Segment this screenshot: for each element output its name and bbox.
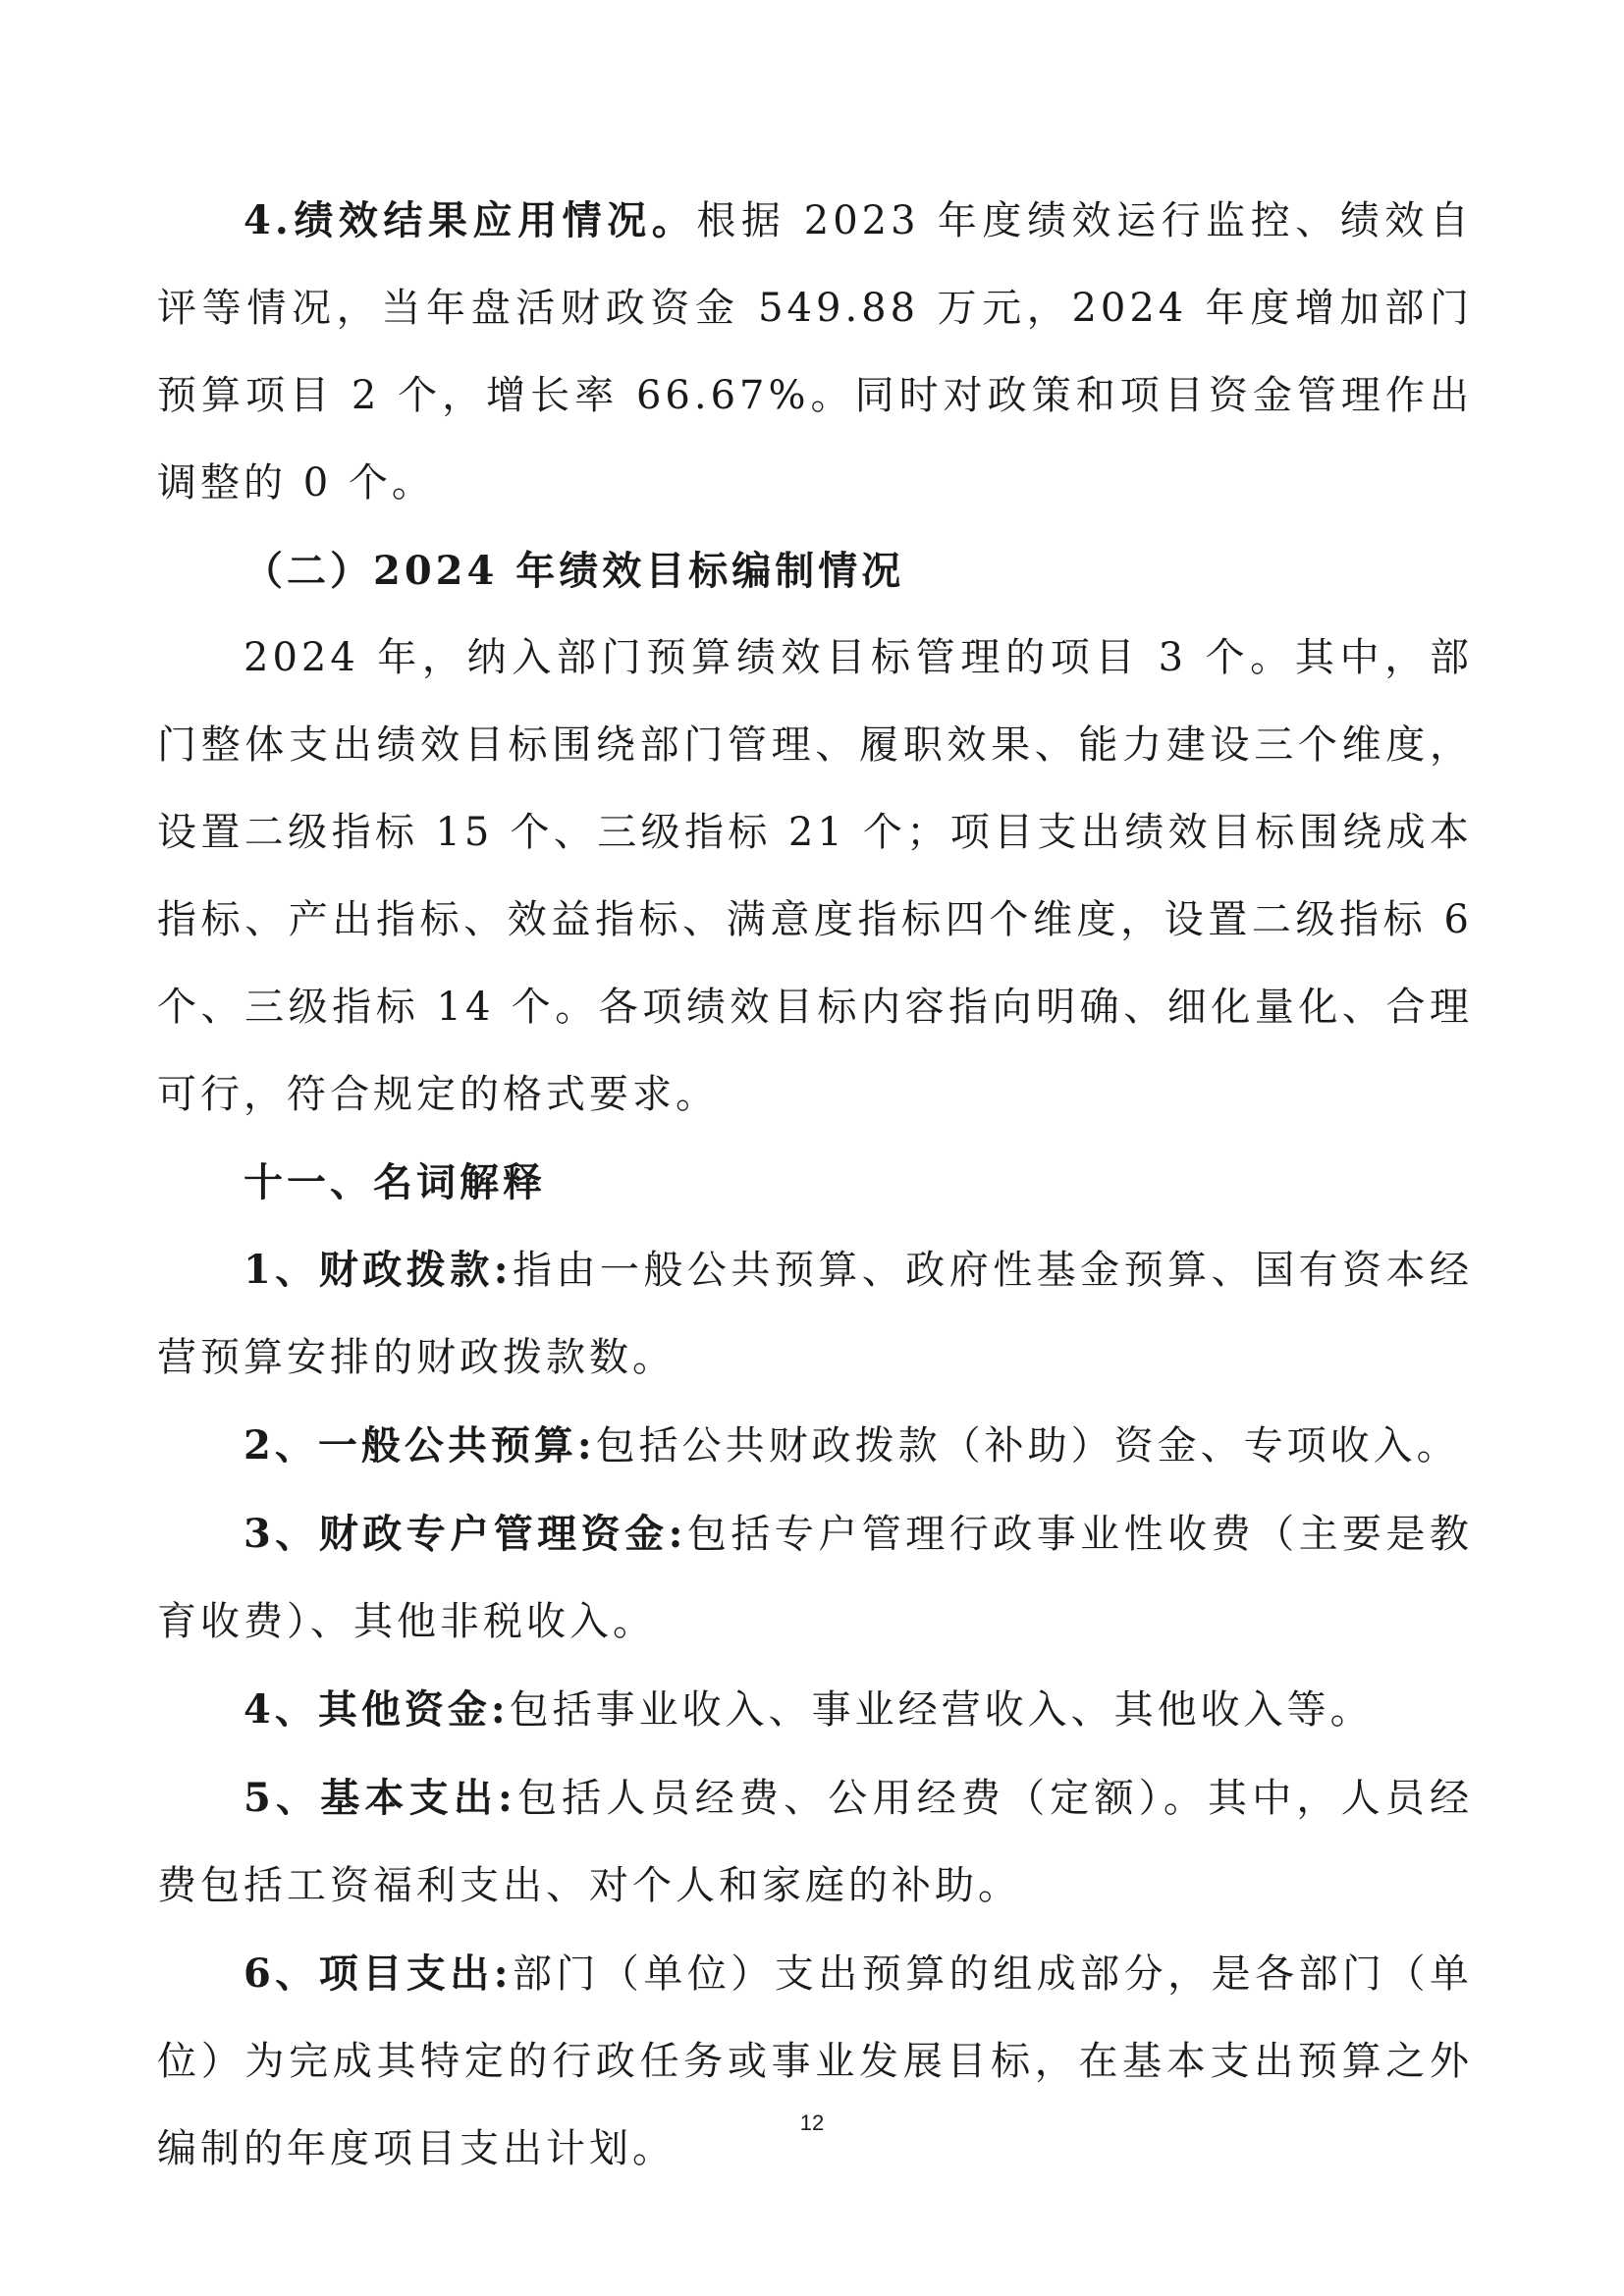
paragraph-lead: 4.绩效结果应用情况。 (244, 197, 697, 243)
page-number: 12 (799, 2110, 825, 2135)
section-heading-2024-targets: （二）2024 年绩效目标编制情况 (244, 548, 905, 594)
definition-fiscal-appropriation (157, 1226, 1473, 1402)
paragraph-text: 根据 2023 年度绩效运行监控、绩效自评等情况，当年盘活财政资金 549.88 万元，2024 年度增加部门预算项目 2 个，增长率 66.67%。同时对政策和项目资金管理作出调整的 0 个。 (157, 198, 1473, 506)
paragraph-target-compilation: 2024 年，纳入部门预算绩效目标管理的项目 3 个。其中，部门整体支出绩效目标围绕部门管理、履职效果、能力建设三个维度，设置二级指标 15 个、三级指标 21 个；项目支出绩效目标围绕成本指标、产出指标、效益指标、满意度指标四个维度，设置二级指标 6 个、三级指标 14 个。各项绩效目标内容指向明确、细化量化、合理可行，符合规定的格式要求。 (157, 635, 1473, 1117)
definition-text: 包括事业收入、事业经营收入、其他收入等。 (509, 1687, 1374, 1733)
definition-other-funds (157, 1666, 1473, 1754)
definition-text: 包括人员经费、公用经费（定额）。其中，人员经费包括工资福利支出、对个人和家庭的补助。 (157, 1776, 1474, 1908)
definition-term: 1、财政拨款: (244, 1247, 513, 1293)
definition-basic-expenditure (157, 1754, 1473, 1930)
definition-text: 指由一般公共预算、政府性基金预算、国有资本经营预算安排的财政拨款数。 (157, 1248, 1473, 1380)
definition-text: 包括专户管理行政事业性收费（主要是教育收费）、其他非税收入。 (157, 1512, 1473, 1644)
definition-term: 2、一般公共预算: (244, 1422, 596, 1468)
definition-term: 3、财政专户管理资金: (244, 1511, 687, 1557)
section-heading-glossary: 十一、名词解释 (244, 1159, 546, 1205)
definition-project-expenditure (157, 1930, 1473, 2193)
document-body (157, 177, 1473, 2193)
paragraph-performance-results (157, 177, 1473, 527)
definition-term: 6、项目支出: (244, 1950, 513, 1997)
definition-term: 5、基本支出: (244, 1775, 516, 1821)
definition-term: 4、其他资金: (244, 1686, 510, 1733)
definition-text: 包括公共财政拨款（补助）资金、专项收入。 (595, 1423, 1460, 1468)
definition-special-account-funds (157, 1490, 1473, 1666)
definition-general-public-budget (157, 1402, 1473, 1490)
definition-text: 部门（单位）支出预算的组成部分，是各部门（单位）为完成其特定的行政任务或事业发展目标，在基本支出预算之外编制的年度项目支出计划。 (157, 1951, 1473, 2171)
